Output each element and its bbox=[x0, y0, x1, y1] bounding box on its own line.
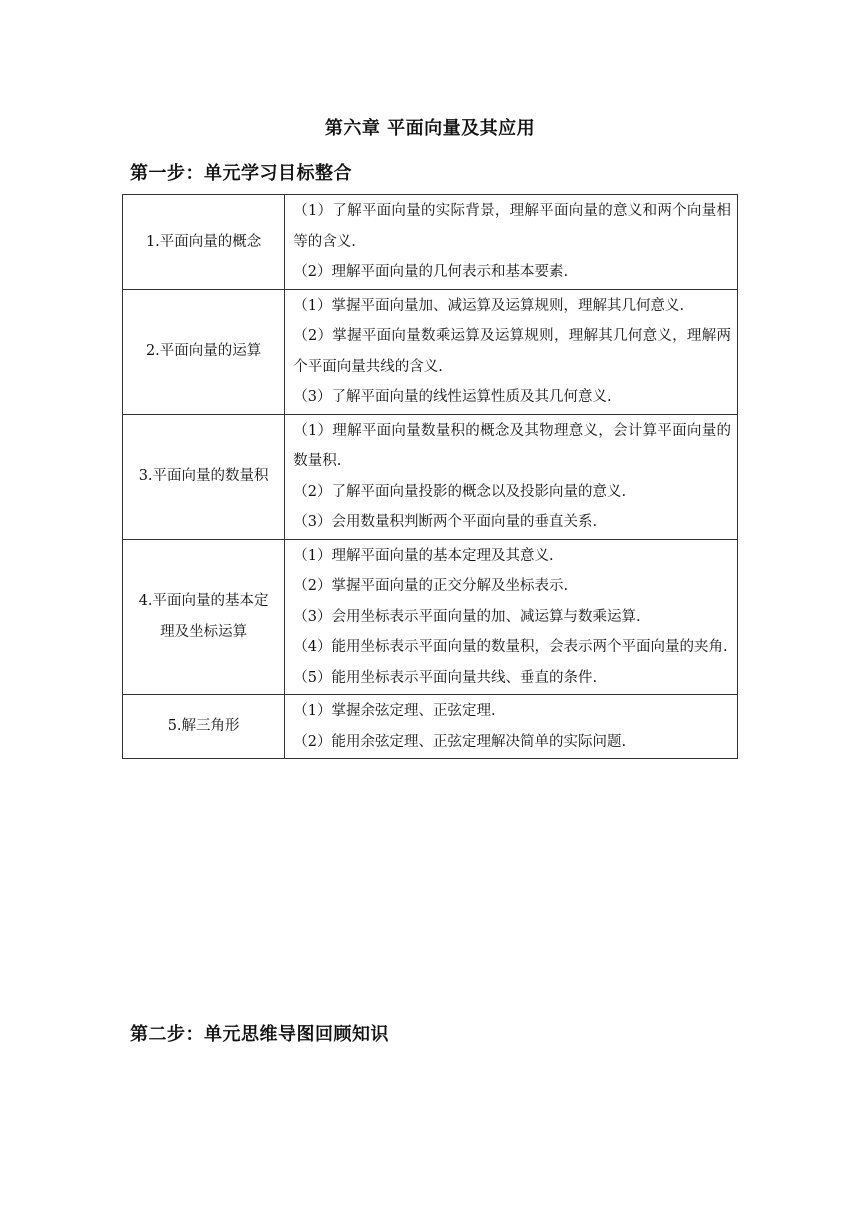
goal-item: （2）理解平面向量的几何表示和基本要素. bbox=[293, 264, 569, 280]
table-row bbox=[123, 539, 738, 695]
goal-item: （4）能用坐标表示平面向量的数量积，会表示两个平面向量的夹角. bbox=[293, 639, 728, 655]
topic-cell: 2.平面向量的运算 bbox=[123, 289, 285, 414]
goal-item: （1）掌握平面向量加、减运算及运算规则，理解其几何意义. bbox=[293, 297, 685, 314]
goal-item: （3）会用数量积判断两个平面向量的垂直关系. bbox=[293, 514, 598, 530]
table-row bbox=[123, 195, 738, 290]
goal-item: （2）掌握平面向量的正交分解及坐标表示. bbox=[293, 578, 569, 594]
goals-cell bbox=[285, 289, 738, 414]
topic-cell: 1.平面向量的概念 bbox=[123, 195, 285, 290]
topic-cell: 4.平面向量的基本定理及坐标运算 bbox=[123, 539, 285, 695]
table-row bbox=[123, 695, 738, 759]
step1-heading: 第一步：单元学习目标整合 bbox=[130, 163, 352, 184]
table-row bbox=[123, 289, 738, 414]
topic-cell: 3.平面向量的数量积 bbox=[123, 414, 285, 539]
goals-cell bbox=[285, 539, 738, 695]
goal-item: （5）能用坐标表示平面向量共线、垂直的条件. bbox=[293, 669, 598, 686]
table-row bbox=[123, 414, 738, 539]
goal-item: （1）理解平面向量数量积的概念及其物理意义，会计算平面向量的数量积. bbox=[293, 422, 731, 469]
goal-item: （1）理解平面向量的基本定理及其意义. bbox=[293, 547, 554, 564]
learning-goals-table bbox=[122, 194, 738, 759]
goal-item: （2）了解平面向量投影的概念以及投影向量的意义. bbox=[293, 483, 627, 500]
goals-cell bbox=[285, 195, 738, 290]
step2-heading: 第二步：单元思维导图回顾知识 bbox=[130, 1024, 389, 1045]
goal-item: （2）能用余弦定理、正弦定理解决简单的实际问题. bbox=[293, 733, 627, 750]
goals-cell bbox=[285, 695, 738, 759]
chapter-title: 第六章 平面向量及其应用 bbox=[324, 118, 536, 139]
topic-cell: 5.解三角形 bbox=[123, 695, 285, 759]
goals-cell bbox=[285, 414, 738, 539]
goal-item: （2）掌握平面向量数乘运算及运算规则，理解其几何意义，理解两个平面向量共线的含义. bbox=[293, 328, 731, 375]
goal-item: （3）了解平面向量的线性运算性质及其几何意义. bbox=[293, 389, 612, 405]
goal-item: （1）了解平面向量的实际背景，理解平面向量的意义和两个向量相等的含义. bbox=[293, 203, 731, 250]
goal-item: （1）掌握余弦定理、正弦定理. bbox=[293, 703, 496, 719]
goal-item: （3）会用坐标表示平面向量的加、减运算与数乘运算. bbox=[293, 608, 641, 625]
